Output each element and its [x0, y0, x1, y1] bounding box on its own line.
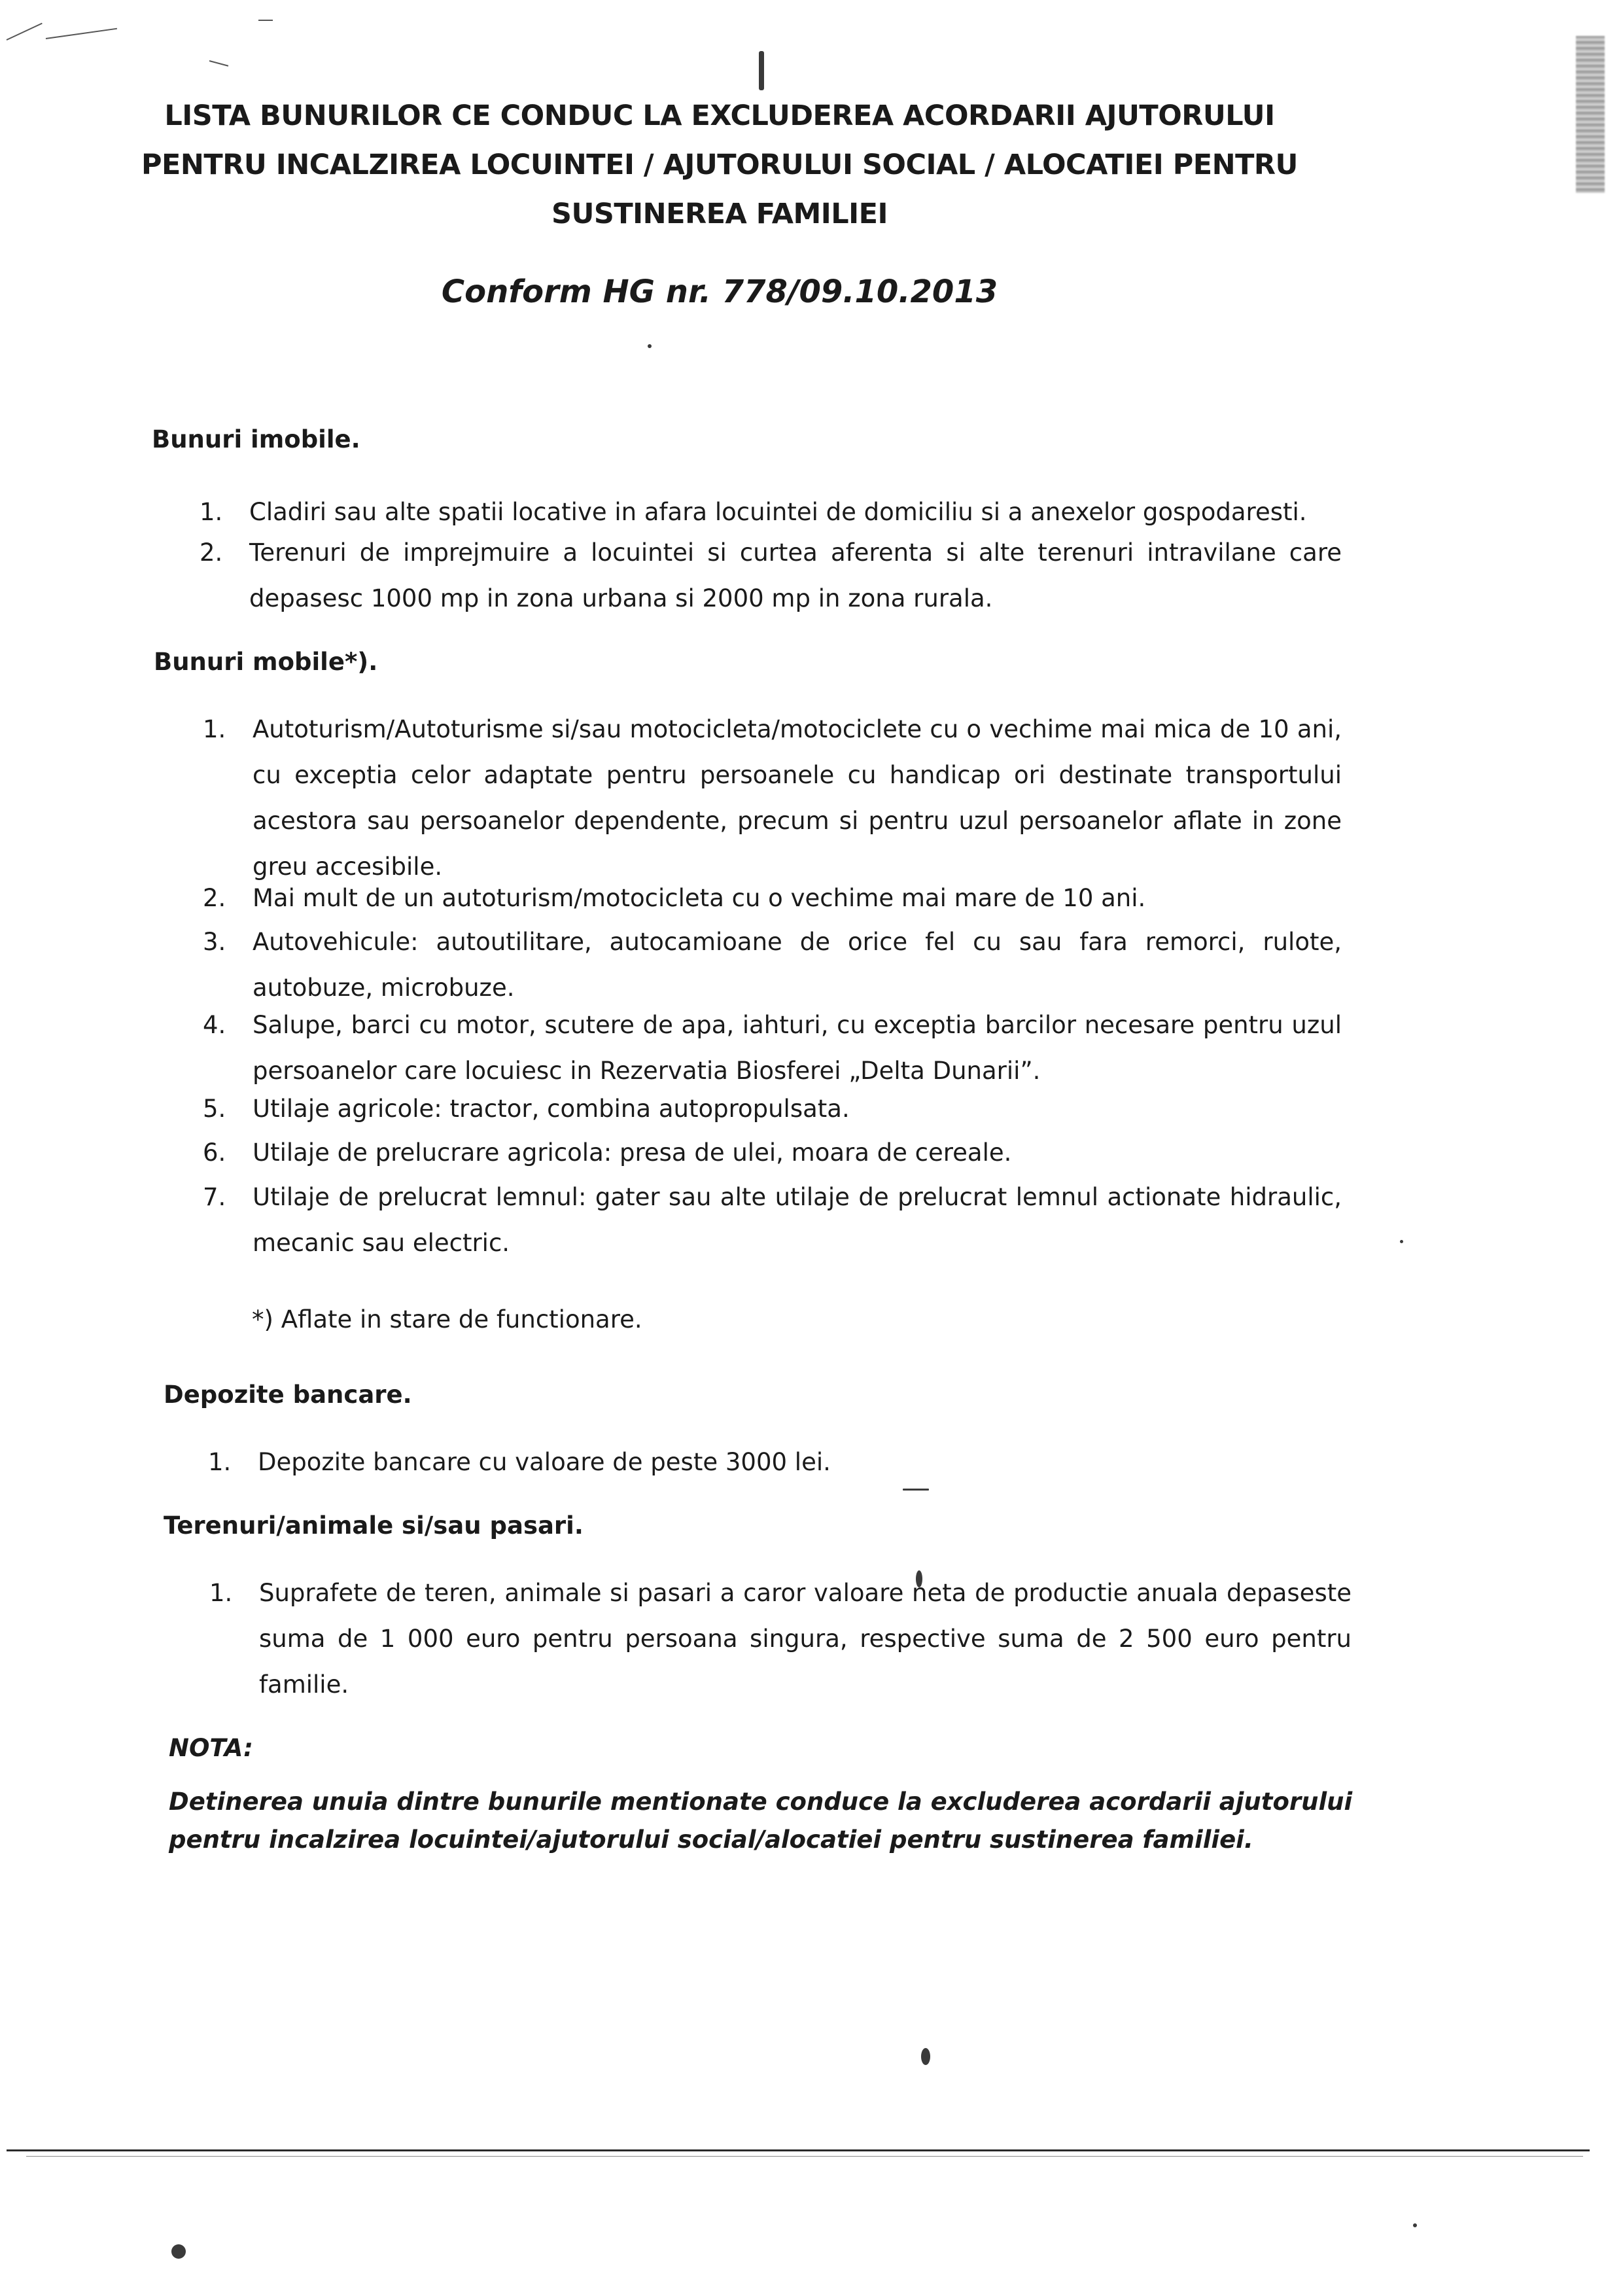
- list-item-number: 1.: [208, 1448, 232, 1476]
- section-heading-depozite: Depozite bancare.: [164, 1381, 412, 1409]
- list-item-text: Salupe, barci cu motor, scutere de apa, iahturi, cu exceptia barcilor necesare pentru uzul persoanelor care locuiesc in Rezervatia Biosferei „Delta Dunarii”.: [253, 1011, 1342, 1085]
- list-item-text: Suprafete de teren, animale si pasari a caror valoare neta de productie anuala depaseste suma de 1 000 euro pentru persoana singura, respective suma de 2 500 euro pentru familie.: [259, 1579, 1352, 1699]
- list-item: [209, 1570, 1354, 1708]
- list-item-text: Autoturism/Autoturisme si/sau motocicleta/motociclete cu o vechime mai mica de 10 ani, cu exceptia celor adaptate pentru persoanele cu handicap ori destinate transportului acestora sau persoanelor dependente, precum si pentru uzul persoanelor aflate in zone greu accesibile.: [253, 715, 1342, 881]
- list-item-number: 4.: [203, 1011, 226, 1039]
- list-item: [203, 707, 1344, 890]
- list-item-text: Utilaje de prelucrat lemnul: gater sau alte utilaje de prelucrat lemnul actionate hidraulic, mecanic sau electric.: [253, 1183, 1342, 1257]
- list-item-text: Cladiri sau alte spatii locative in afara locuintei de domiciliu si a anexelor gospodaresti.: [249, 498, 1307, 526]
- list-item: [203, 1130, 1344, 1176]
- title-line-3: SUSTINEREA FAMILIEI: [551, 198, 888, 230]
- list-item: [203, 919, 1344, 1011]
- scan-speck: [648, 344, 652, 348]
- nota-text: Detinerea unuia dintre bunurile mentionate conduce la excluderea acordarii ajutorului pentru incalzirea locuintei/ajutorului social/alocatiei pentru sustinerea familiei.: [169, 1788, 1353, 1854]
- list-item-number: 5.: [203, 1095, 226, 1123]
- list-item-number: 1.: [203, 715, 226, 743]
- section-heading-imobile: Bunuri imobile.: [152, 425, 360, 453]
- section-heading-mobile: Bunuri mobile*).: [154, 648, 378, 676]
- list-item-number: 6.: [203, 1139, 226, 1167]
- scan-speck: [1413, 2223, 1417, 2227]
- footnote: *) Aflate in stare de functionare.: [252, 1305, 642, 1333]
- scan-speck: [171, 2244, 186, 2259]
- list-item-text: Utilaje de prelucrare agricola: presa de ulei, moara de cereale.: [253, 1139, 1012, 1167]
- scan-scratch: [46, 28, 117, 39]
- list-item: [203, 875, 1344, 921]
- scan-speck: [903, 1489, 929, 1491]
- list-item-text: Mai mult de un autoturism/motocicleta cu o vechime mai mare de 10 ani.: [253, 884, 1146, 912]
- document-title: [131, 92, 1308, 239]
- title-line-1: LISTA BUNURILOR CE CONDUC LA EXCLUDEREA ACORDARII AJUTORULUI: [164, 99, 1275, 132]
- list-item-number: 2.: [203, 884, 226, 912]
- list-item-number: 1.: [200, 498, 223, 526]
- title-line-2: PENTRU INCALZIREA LOCUINTEI / AJUTORULUI SOCIAL / ALOCATIEI PENTRU: [141, 149, 1298, 181]
- list-item-number: 1.: [209, 1579, 233, 1607]
- list-item-number: 7.: [203, 1183, 226, 1211]
- list-item: [203, 1002, 1344, 1094]
- scan-scratch: [209, 60, 228, 67]
- list-item: [200, 530, 1344, 622]
- scan-scratch: [7, 23, 43, 41]
- list-item-text: Utilaje agricole: tractor, combina autopropulsata.: [253, 1095, 850, 1123]
- list-item: [203, 1174, 1344, 1266]
- nota-label: NOTA:: [169, 1734, 253, 1762]
- scan-scratch: [258, 20, 273, 21]
- list-item-text: Autovehicule: autoutilitare, autocamioane de orice fel cu sau fara remorci, rulote, autobuze, microbuze.: [253, 928, 1342, 1002]
- scan-speck: [759, 51, 764, 90]
- bottom-rule-faint: [26, 2156, 1583, 2157]
- legal-reference: Conform HG nr. 778/09.10.2013: [441, 274, 998, 310]
- scan-speck: [1400, 1240, 1403, 1243]
- bottom-rule: [7, 2149, 1590, 2151]
- list-item-text: Depozite bancare cu valoare de peste 3000 lei.: [258, 1448, 831, 1476]
- list-item-text: Terenuri de imprejmuire a locuintei si curtea aferenta si alte terenuri intravilane care depasesc 1000 mp in zona urbana si 2000 mp in zona rurala.: [249, 539, 1342, 612]
- list-item: [200, 489, 1325, 535]
- scan-edge-artifact: [1576, 36, 1605, 193]
- section-heading-terenuri: Terenuri/animale si/sau pasari.: [164, 1511, 584, 1540]
- list-item-number: 3.: [203, 928, 226, 956]
- list-item-number: 2.: [200, 539, 223, 567]
- scan-speck: [921, 2048, 930, 2065]
- list-item: [208, 1439, 1333, 1485]
- list-item: [203, 1086, 1344, 1132]
